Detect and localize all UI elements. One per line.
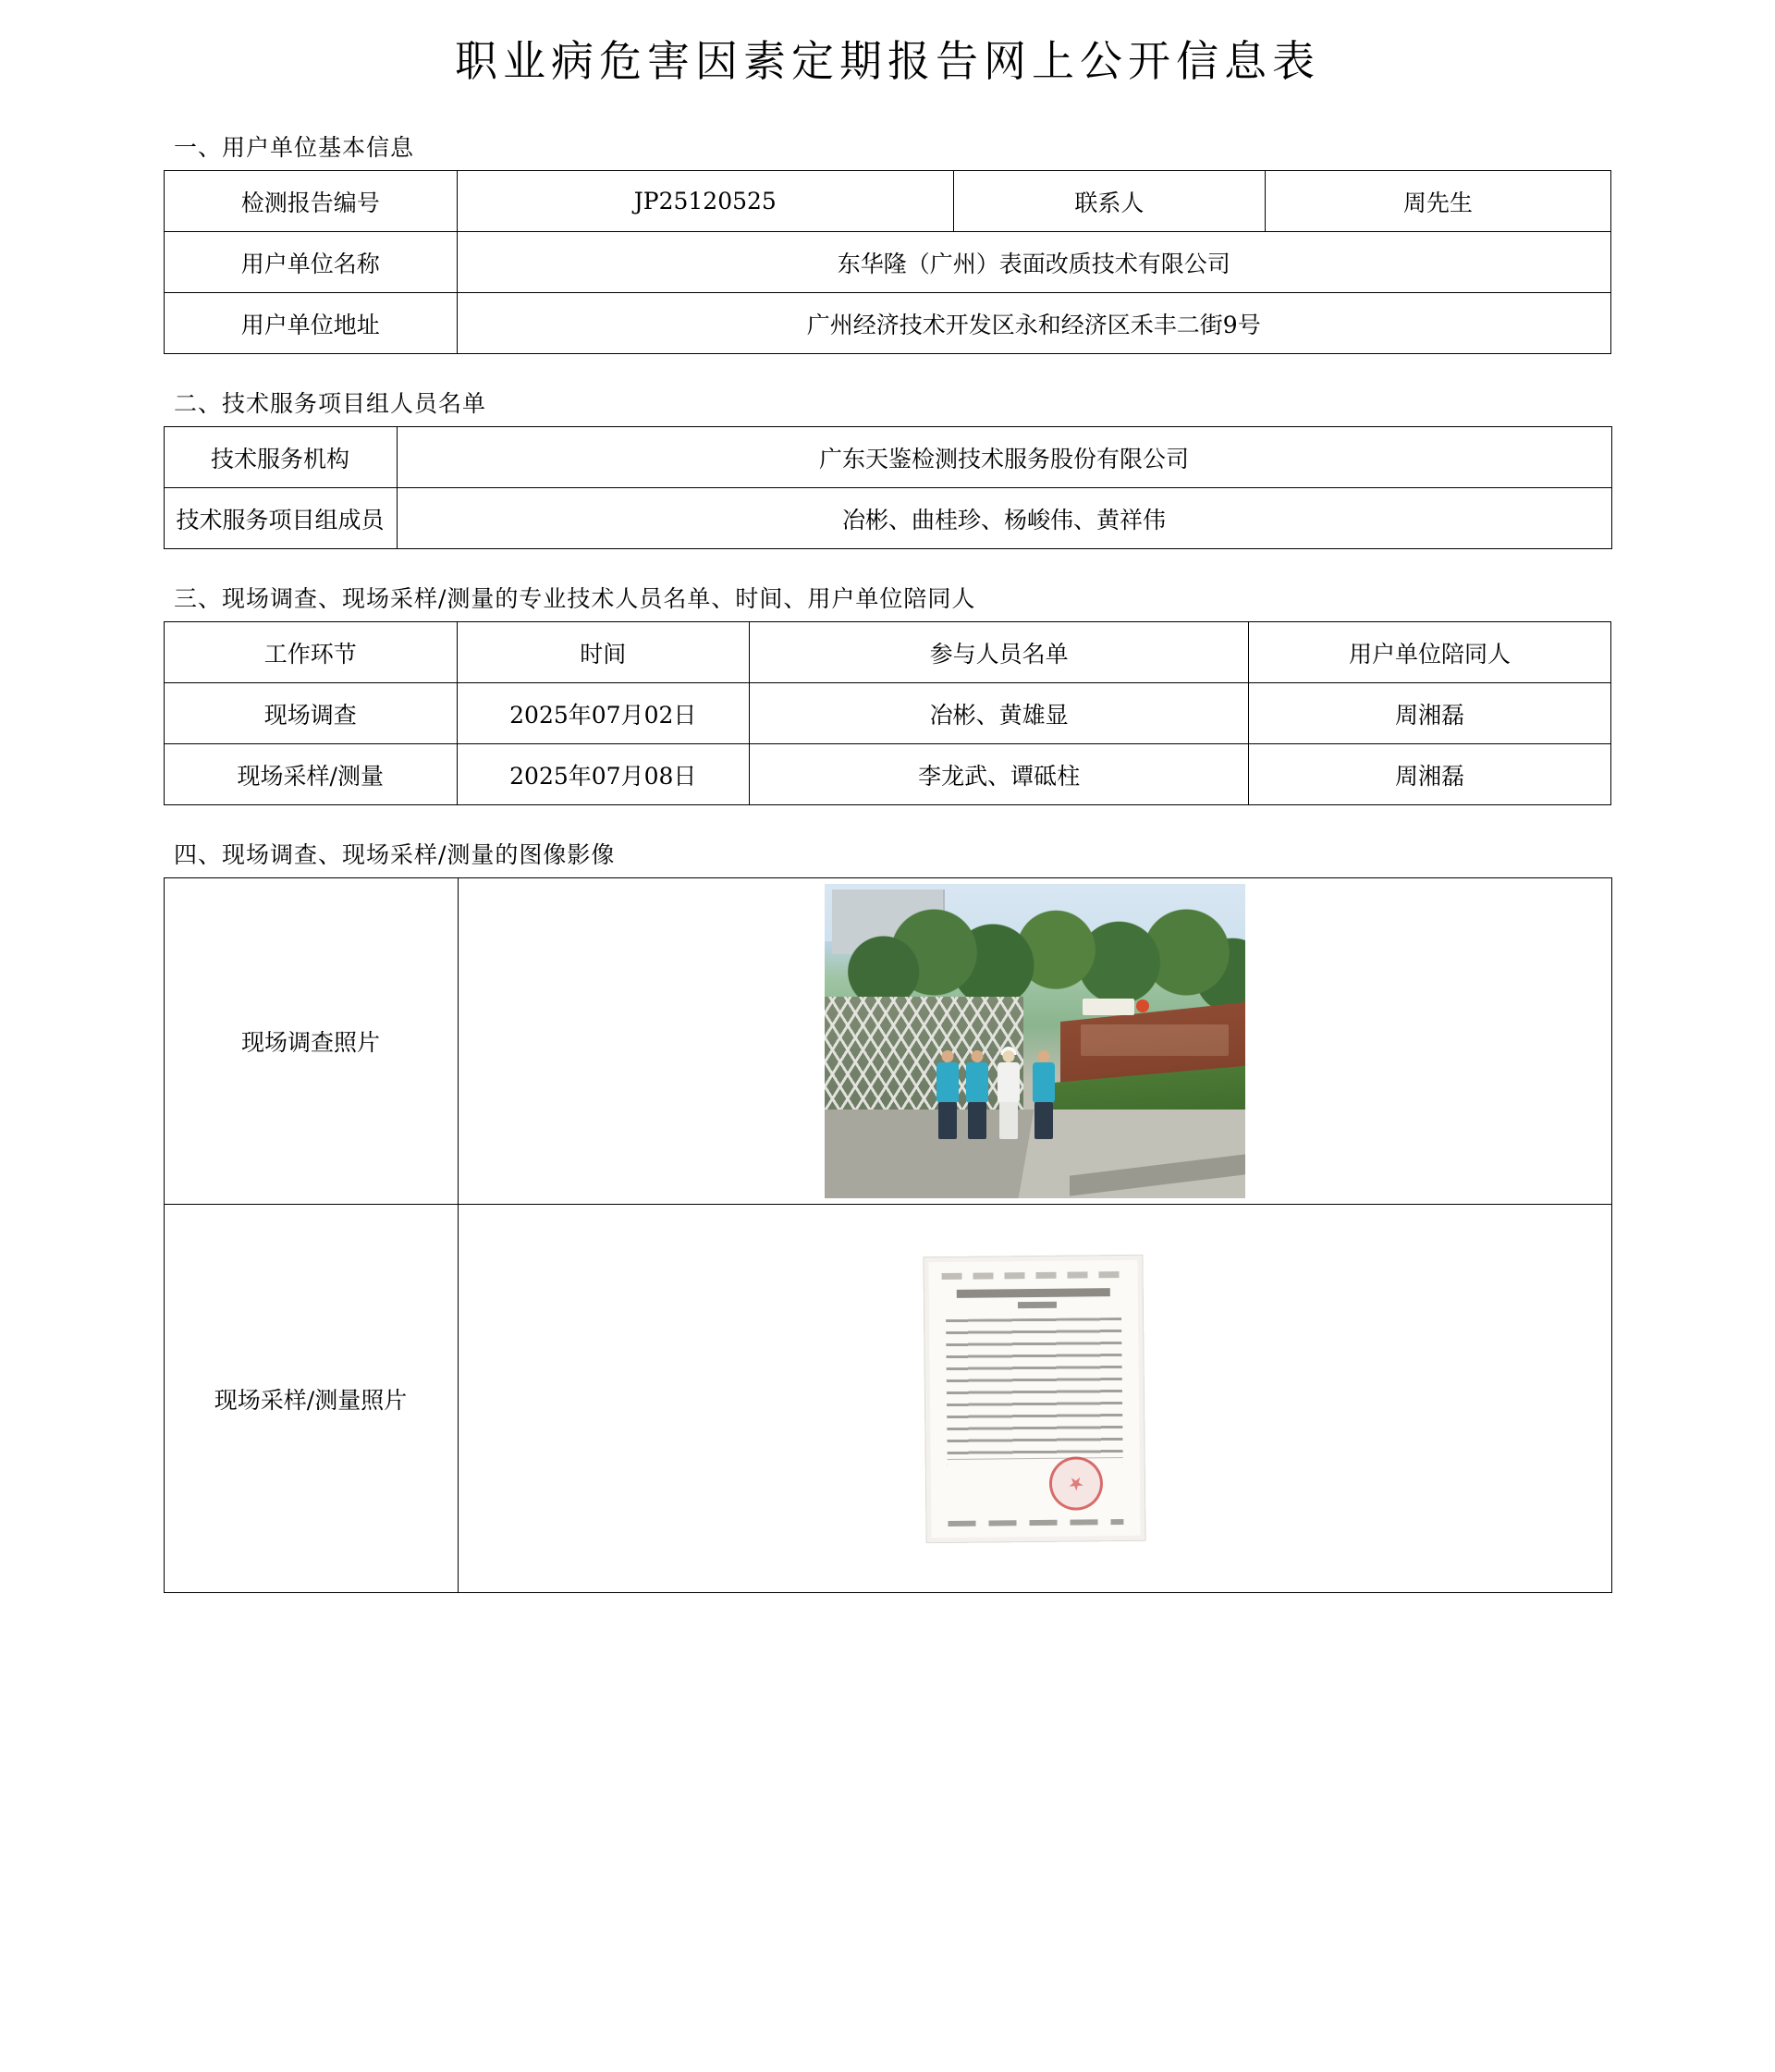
table-row xyxy=(164,488,1611,549)
cell-company-address-value: 广州经济技术开发区永和经济区禾丰二街9号 xyxy=(457,293,1610,354)
column-header-participants: 参与人员名单 xyxy=(750,622,1249,683)
section-photos xyxy=(0,837,1775,1593)
section-service-team xyxy=(0,386,1775,549)
cell-contact-label: 联系人 xyxy=(954,171,1266,232)
cell-sampling-date: 2025年07月08日 xyxy=(457,744,750,805)
photo-doc-subtitle xyxy=(1018,1301,1057,1307)
cell-stage-sampling: 现场采样/测量 xyxy=(165,744,458,805)
photo-person-4 xyxy=(1032,1050,1056,1139)
cell-company-address-label: 用户单位地址 xyxy=(165,293,458,354)
table-row xyxy=(165,744,1611,805)
photo-person-legs xyxy=(999,1102,1018,1139)
table-basic-info xyxy=(164,170,1611,354)
cell-survey-date: 2025年07月02日 xyxy=(457,683,750,744)
cell-sampling-participants: 李龙武、谭砥柱 xyxy=(750,744,1249,805)
cell-company-name-label: 用户单位名称 xyxy=(165,232,458,293)
cell-survey-participants: 冶彬、黄雄显 xyxy=(750,683,1249,744)
photo-person-legs xyxy=(1034,1102,1053,1139)
photo-doc-title xyxy=(957,1288,1110,1298)
cell-sampling-photo-label: 现场采样/测量照片 xyxy=(164,1205,458,1593)
table-service-team xyxy=(164,426,1612,549)
cell-contact-value: 周先生 xyxy=(1265,171,1610,232)
table-row xyxy=(165,683,1611,744)
cell-sampling-accompanier: 周湘磊 xyxy=(1249,744,1611,805)
photo-doc-footer xyxy=(948,1518,1123,1526)
photo-person-2 xyxy=(965,1050,989,1139)
photo-company-logo xyxy=(1083,999,1134,1015)
table-row xyxy=(164,878,1611,1205)
table-header-row xyxy=(165,622,1611,683)
table-row xyxy=(164,427,1611,488)
photo-person-body xyxy=(966,1062,988,1103)
cell-survey-photo xyxy=(458,878,1611,1205)
cell-team-members-label: 技术服务项目组成员 xyxy=(164,488,397,549)
photo-person-head xyxy=(941,1050,953,1062)
cell-survey-accompanier: 周湘磊 xyxy=(1249,683,1611,744)
cell-survey-photo-label: 现场调查照片 xyxy=(164,878,458,1205)
table-field-work xyxy=(164,621,1611,805)
document-page xyxy=(0,28,1775,1661)
photo-person-body xyxy=(998,1062,1020,1103)
photo-person-head xyxy=(971,1050,983,1062)
section-heading-3: 三、现场调查、现场采样/测量的专业技术人员名单、时间、用户单位陪同人 xyxy=(174,585,976,612)
table-row xyxy=(165,293,1611,354)
table-row xyxy=(164,1205,1611,1593)
photo-person-3 xyxy=(997,1050,1021,1139)
section-heading-4: 四、现场调查、现场采样/测量的图像影像 xyxy=(174,841,616,868)
photo-person-head xyxy=(1002,1050,1014,1062)
photo-person-body xyxy=(1033,1062,1055,1103)
cell-service-org-value: 广东天鉴检测技术服务股份有限公司 xyxy=(397,427,1611,488)
cell-stage-survey: 现场调查 xyxy=(165,683,458,744)
table-row xyxy=(165,171,1611,232)
photo-document-sheet xyxy=(928,1259,1140,1537)
column-header-work-stage: 工作环节 xyxy=(165,622,458,683)
section-basic-info xyxy=(0,129,1775,354)
section-heading-2: 二、技术服务项目组人员名单 xyxy=(174,390,487,417)
column-header-accompanier: 用户单位陪同人 xyxy=(1249,622,1611,683)
photo-person-legs xyxy=(968,1102,986,1139)
photo-wall-sign-text xyxy=(1081,1024,1229,1056)
sampling-measurement-photo xyxy=(923,1254,1145,1542)
cell-report-number-label: 检测报告编号 xyxy=(165,171,458,232)
photo-person-legs xyxy=(938,1102,957,1139)
cell-service-org-label: 技术服务机构 xyxy=(164,427,397,488)
cell-report-number-value: JP25120525 xyxy=(457,171,954,232)
photo-person-body xyxy=(936,1062,959,1103)
photo-doc-text-lines xyxy=(946,1318,1123,1469)
section-heading-1: 一、用户单位基本信息 xyxy=(174,134,415,161)
photo-gate-fence xyxy=(825,997,1023,1113)
cell-sampling-photo xyxy=(458,1205,1611,1593)
page-title: 职业病危害因素定期报告网上公开信息表 xyxy=(455,36,1320,86)
section-field-work xyxy=(0,581,1775,805)
photo-person-1 xyxy=(936,1050,960,1139)
site-survey-photo xyxy=(825,884,1245,1198)
table-photos xyxy=(164,877,1612,1593)
cell-company-name-value: 东华隆（广州）表面改质技术有限公司 xyxy=(457,232,1610,293)
cell-team-members-value: 冶彬、曲桂珍、杨峻伟、黄祥伟 xyxy=(397,488,1611,549)
column-header-time: 时间 xyxy=(457,622,750,683)
table-row xyxy=(165,232,1611,293)
photo-doc-header xyxy=(942,1270,1125,1279)
photo-person-head xyxy=(1037,1050,1049,1062)
